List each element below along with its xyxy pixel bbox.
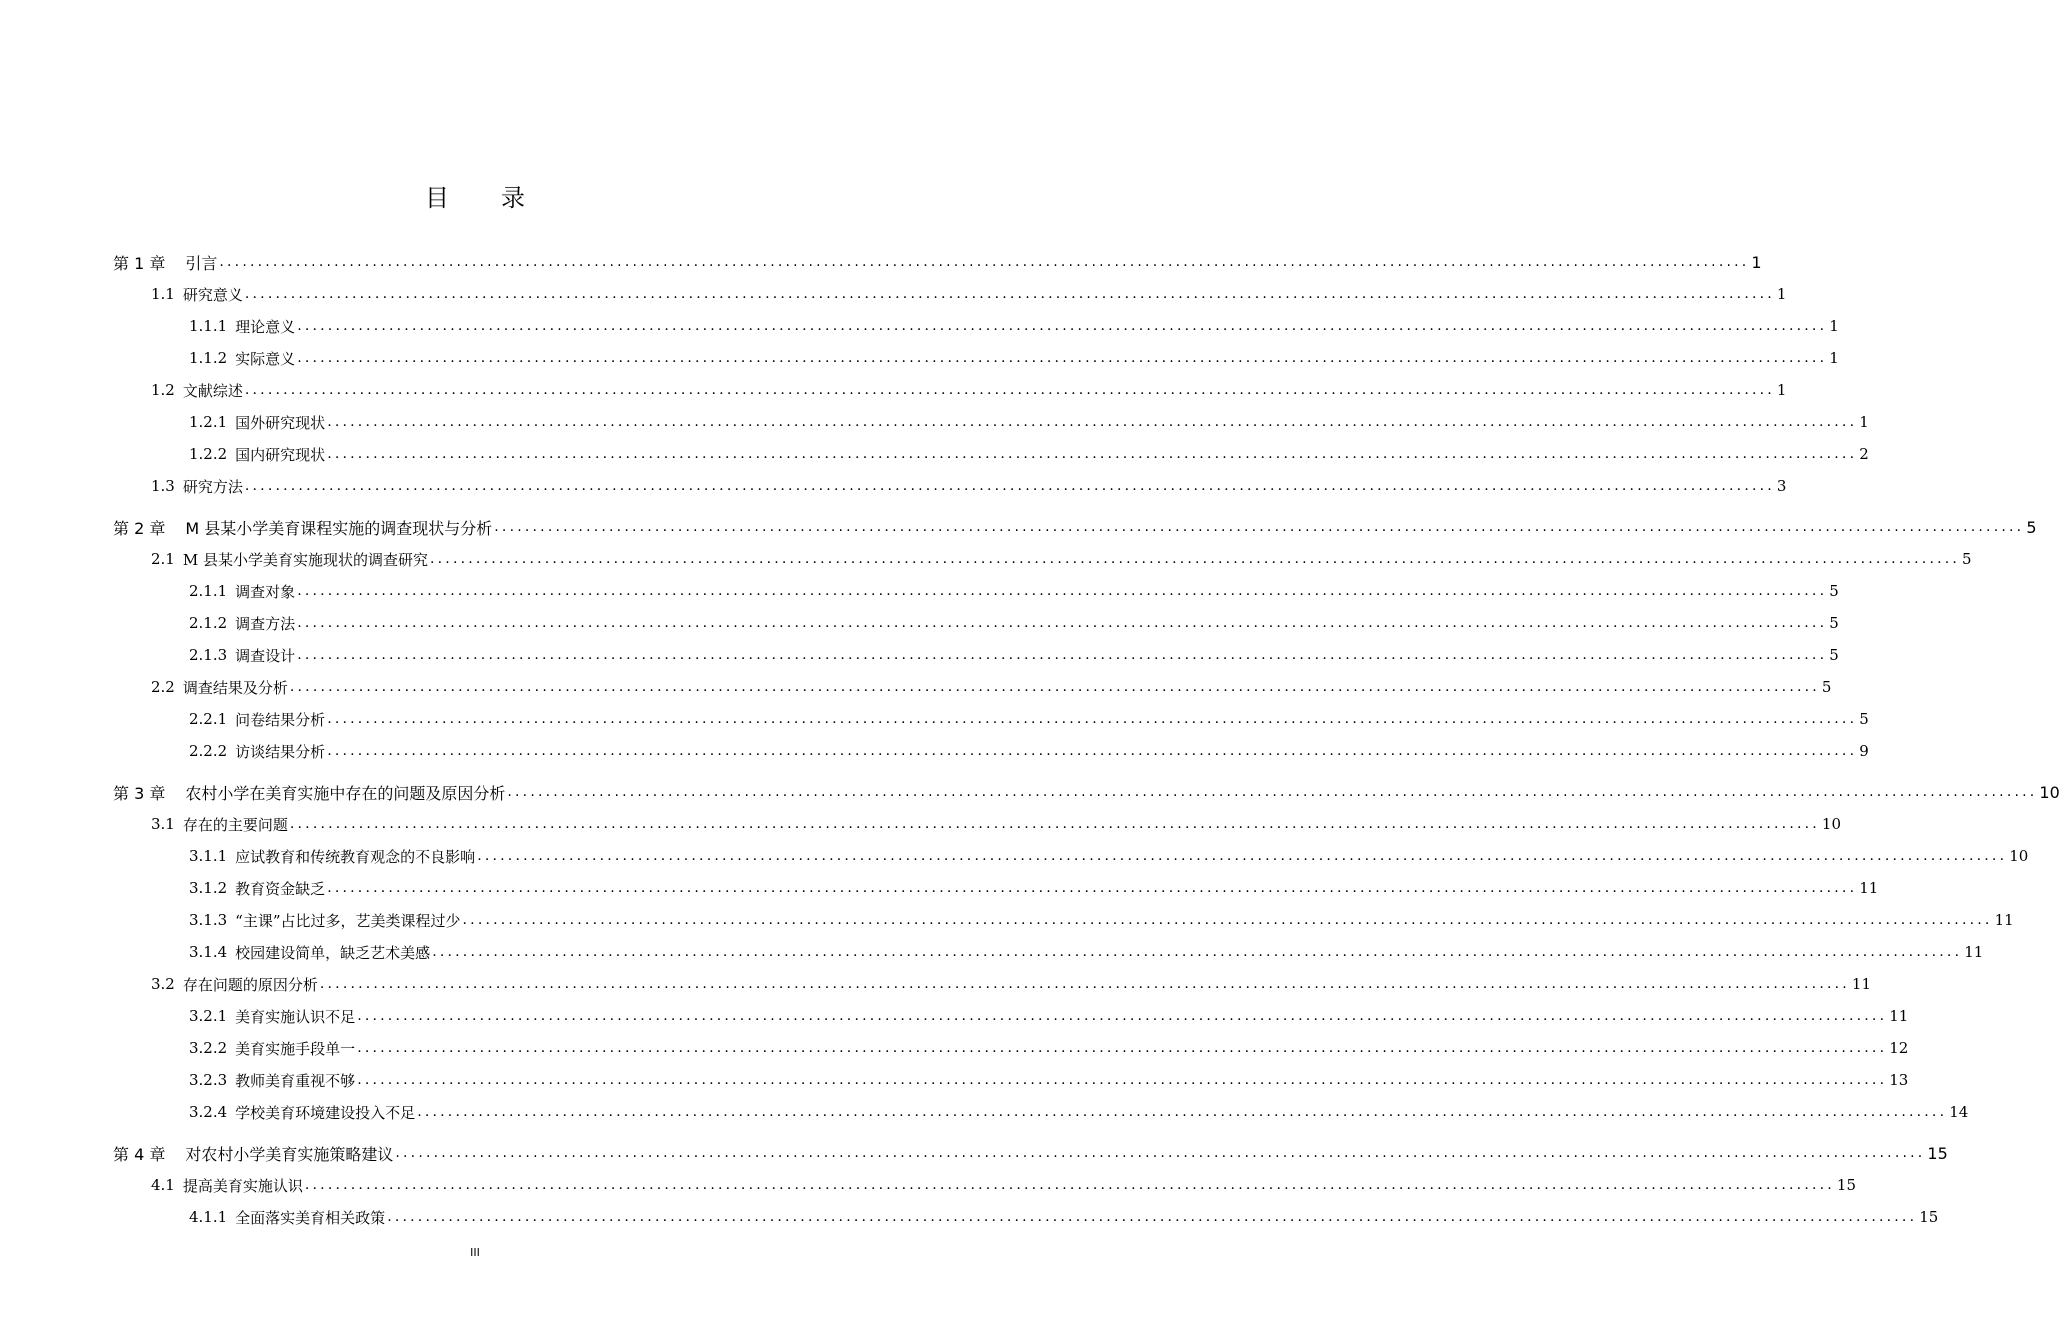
toc-subsection-entry[interactable] [113,936,1984,968]
toc-entry-title: 理论意义 [235,317,296,336]
toc-entry-title: 研究方法 [182,477,243,496]
toc-dot-leader: ........................................................................................................................................................................................................ [244,382,1775,398]
toc-entry-number: 3.1.4 [189,943,228,961]
toc-entry-title: 研究意义 [182,285,243,304]
toc-entry-page: 15 [1836,1176,1857,1194]
page-title-char-2: 录 [501,184,525,212]
toc-entry-title: 访谈结果分析 [235,742,326,761]
toc-dot-leader: ........................................................................................................................................................................................................ [244,286,1775,302]
toc-section-entry[interactable] [113,968,1872,1000]
toc-dot-leader: ........................................................................................................................................................................................................ [304,1177,1835,1193]
toc-entry-page: 5 [1962,550,1972,568]
toc-section-entry[interactable] [113,671,1832,703]
toc-entry-number: 3.1.2 [189,879,228,897]
toc-entry-title: 对农村小学美育实施策略建议 [185,1144,394,1164]
toc-section-entry[interactable] [113,278,1787,310]
toc-entry-page: 5 [1829,614,1839,632]
toc-subsection-entry[interactable] [113,1000,1909,1032]
toc-dot-leader: ........................................................................................................................................................................................................ [432,944,1963,960]
toc-chapter-entry[interactable] [113,246,1762,278]
toc-dot-leader: ........................................................................................................................................................................................................ [319,976,1850,992]
toc-section-entry[interactable] [113,470,1787,502]
toc-entry-title: 实际意义 [235,349,296,368]
page-title-char-1: 目 [425,184,449,212]
toc-entry-page: 11 [1994,911,2014,929]
toc-subsection-entry[interactable] [113,406,1869,438]
toc-dot-leader: ........................................................................................................................................................................................................ [357,1040,1888,1056]
toc-subsection-entry[interactable] [113,1064,1909,1096]
toc-subsection-entry[interactable] [113,639,1839,671]
toc-entry-page: 2 [1859,445,1869,463]
toc-entry-title: 美育实施手段单一 [235,1039,356,1058]
toc-section-entry[interactable] [113,374,1787,406]
toc-entry-title: 调查方法 [235,614,296,633]
toc-entry-number: 3.1 [151,815,175,833]
toc-entry-page: 5 [1859,710,1869,728]
toc-dot-leader: ........................................................................................................................................................................................................ [219,254,1750,270]
toc-entry-number: 3.1.1 [189,847,228,865]
toc-entry-number: 3.2.4 [189,1103,228,1121]
toc-entry-title: 国外研究现状 [235,413,326,432]
toc-dot-leader: ........................................................................................................................................................................................................ [327,880,1858,896]
toc-entry-title: 教育资金缺乏 [235,879,326,898]
toc-dot-leader: ........................................................................................................................................................................................................ [357,1008,1888,1024]
toc-entry-number: 1.1.1 [189,317,228,335]
toc-chapter-entry[interactable] [113,511,2037,543]
toc-entry-page: 5 [1829,646,1839,664]
toc-subsection-entry[interactable] [113,872,1879,904]
toc-entry-page: 11 [1851,975,1872,993]
toc-dot-leader: ........................................................................................................................................................................................................ [327,743,1858,759]
toc-entry-number: 2.2 [151,678,175,696]
toc-entry-number: 2.1.1 [189,582,228,600]
toc-dot-leader: ........................................................................................................................................................................................................ [462,912,1993,928]
toc-subsection-entry[interactable] [113,735,1869,767]
toc-dot-leader: ........................................................................................................................................................................................................ [387,1209,1918,1225]
toc-entry-page: 11 [1964,943,1984,961]
toc-entry-page: 12 [1889,1039,1909,1057]
toc-subsection-entry[interactable] [113,1032,1909,1064]
toc-entry-title: 调查对象 [235,582,296,601]
toc-subsection-entry[interactable] [113,840,2029,872]
toc-chapter-entry[interactable] [113,776,2060,808]
toc-subsection-entry[interactable] [113,438,1869,470]
toc-entry-title: 国内研究现状 [235,445,326,464]
toc-entry-title: 学校美育环境建设投入不足 [235,1103,416,1122]
toc-dot-leader: ........................................................................................................................................................................................................ [327,711,1858,727]
toc-entry-title: 应试教育和传统教育观念的不良影响 [235,847,476,866]
toc-subsection-entry[interactable] [113,607,1839,639]
toc-dot-leader: ........................................................................................................................................................................................................ [327,414,1858,430]
toc-entry-number: 1.3 [151,477,175,495]
toc-dot-leader: ........................................................................................................................................................................................................ [357,1072,1888,1088]
toc-dot-leader: ........................................................................................................................................................................................................ [289,679,1820,695]
toc-entry-page: 1 [1829,349,1839,367]
toc-entry-number: 4.1.1 [189,1208,228,1226]
toc-section-entry[interactable] [113,543,1972,575]
toc-entry-page: 14 [1949,1103,1969,1121]
toc-entry-number: 3.2.3 [189,1071,228,1089]
toc-entry-number: 第 2 章 [113,518,166,538]
toc-entry-page: 15 [1927,1143,1948,1163]
toc-dot-leader: ........................................................................................................................................................................................................ [395,1145,1926,1161]
toc-entry-page: 1 [1751,252,1762,272]
toc-dot-leader: ........................................................................................................................................................................................................ [327,446,1858,462]
toc-entry-title: 调查设计 [235,646,296,665]
toc-section-entry[interactable] [113,1169,1857,1201]
toc-dot-leader: ........................................................................................................................................................................................................ [507,784,2038,800]
toc-entry-page: 5 [1829,582,1839,600]
toc-dot-leader: ........................................................................................................................................................................................................ [289,816,1820,832]
toc-dot-leader: ........................................................................................................................................................................................................ [477,848,2008,864]
toc-entry-title: 美育实施认识不足 [235,1007,356,1026]
toc-subsection-entry[interactable] [113,342,1839,374]
toc-entry-page: 10 [1821,815,1842,833]
toc-entry-number: 2.2.2 [189,742,228,760]
toc-entry-number: 1.2.1 [189,413,228,431]
toc-entry-title: 调查结果及分析 [182,678,288,697]
toc-entry-number: 1.1.2 [189,349,228,367]
toc-entry-title: 文献综述 [182,381,243,400]
toc-entry-number: 1.1 [151,285,175,303]
page-title [0,178,950,213]
toc-dot-leader: ........................................................................................................................................................................................................ [297,350,1828,366]
toc-entry-title: 提高美育实施认识 [182,1176,303,1195]
toc-entry-number: 2.1 [151,550,175,568]
toc-subsection-entry[interactable] [113,575,1839,607]
toc-entry-number: 2.1.3 [189,646,228,664]
toc-entry-page: 1 [1776,285,1787,303]
toc-entry-page: 1 [1776,381,1787,399]
toc-entry-title: M 县某小学美育课程实施的调查现状与分析 [185,518,493,538]
toc-dot-leader: ........................................................................................................................................................................................................ [297,318,1828,334]
toc-entry-number: 4.1 [151,1176,175,1194]
toc-entry-page: 15 [1919,1208,1939,1226]
toc-entry-page: 5 [1821,678,1832,696]
toc-entry-title: 校园建设简单，缺乏艺术美感 [235,943,431,962]
toc-dot-leader: ........................................................................................................................................................................................................ [494,519,2025,535]
toc-entry-number: 1.2.2 [189,445,228,463]
toc-entry-title: M 县某小学美育实施现状的调查研究 [182,550,428,569]
toc-dot-leader: ........................................................................................................................................................................................................ [297,583,1828,599]
toc-entry-number: 第 1 章 [113,253,166,273]
toc-subsection-entry[interactable] [113,310,1839,342]
toc-subsection-entry[interactable] [113,1096,1969,1128]
toc-entry-title: 农村小学在美育实施中存在的问题及原因分析 [185,783,506,803]
toc-entry-title: 存在问题的原因分析 [182,975,318,994]
toc-entry-page: 1 [1859,413,1869,431]
toc-entry-number: 第 3 章 [113,783,166,803]
toc-entry-page: 9 [1859,742,1869,760]
toc-section-entry[interactable] [113,808,1842,840]
toc-dot-leader: ........................................................................................................................................................................................................ [417,1104,1948,1120]
toc-entry-page: 11 [1859,879,1879,897]
toc-entry-title: 教师美育重视不够 [235,1071,356,1090]
toc-dot-leader: ........................................................................................................................................................................................................ [430,551,1961,567]
toc-chapter-entry[interactable] [113,1137,1948,1169]
toc-entry-page: 10 [2039,782,2060,802]
toc-entry-number: 2.2.1 [189,710,228,728]
toc-entry-page: 13 [1889,1071,1909,1089]
toc-entry-number: 3.2.1 [189,1007,228,1025]
toc-entry-number: 第 4 章 [113,1144,166,1164]
toc-entry-title: 全面落实美育相关政策 [235,1208,386,1227]
toc-subsection-entry[interactable] [113,904,2014,936]
toc-entry-number: 3.2 [151,975,175,993]
toc-entry-page: 11 [1889,1007,1909,1025]
toc-entry-number: 3.2.2 [189,1039,228,1057]
toc-entry-number: 3.1.3 [189,911,228,929]
toc-entry-number: 2.1.2 [189,614,228,632]
toc-entry-title: 问卷结果分析 [235,710,326,729]
toc-entry-title: 引言 [185,253,218,273]
toc-subsection-entry[interactable] [113,1201,1939,1233]
toc-entry-page: 1 [1829,317,1839,335]
toc-entry-page: 10 [2009,847,2029,865]
page-number-footer: III [470,1246,480,1259]
toc-dot-leader: ........................................................................................................................................................................................................ [244,478,1775,494]
toc-entry-title: “主课”占比过多，艺美类课程过少 [235,911,461,930]
toc-entry-number: 1.2 [151,381,175,399]
toc-dot-leader: ........................................................................................................................................................................................................ [297,615,1828,631]
toc-subsection-entry[interactable] [113,703,1869,735]
toc-dot-leader: ........................................................................................................................................................................................................ [297,647,1828,663]
toc-entry-page: 3 [1776,477,1787,495]
toc-entry-title: 存在的主要问题 [182,815,288,834]
toc-entry-page: 5 [2026,517,2037,537]
